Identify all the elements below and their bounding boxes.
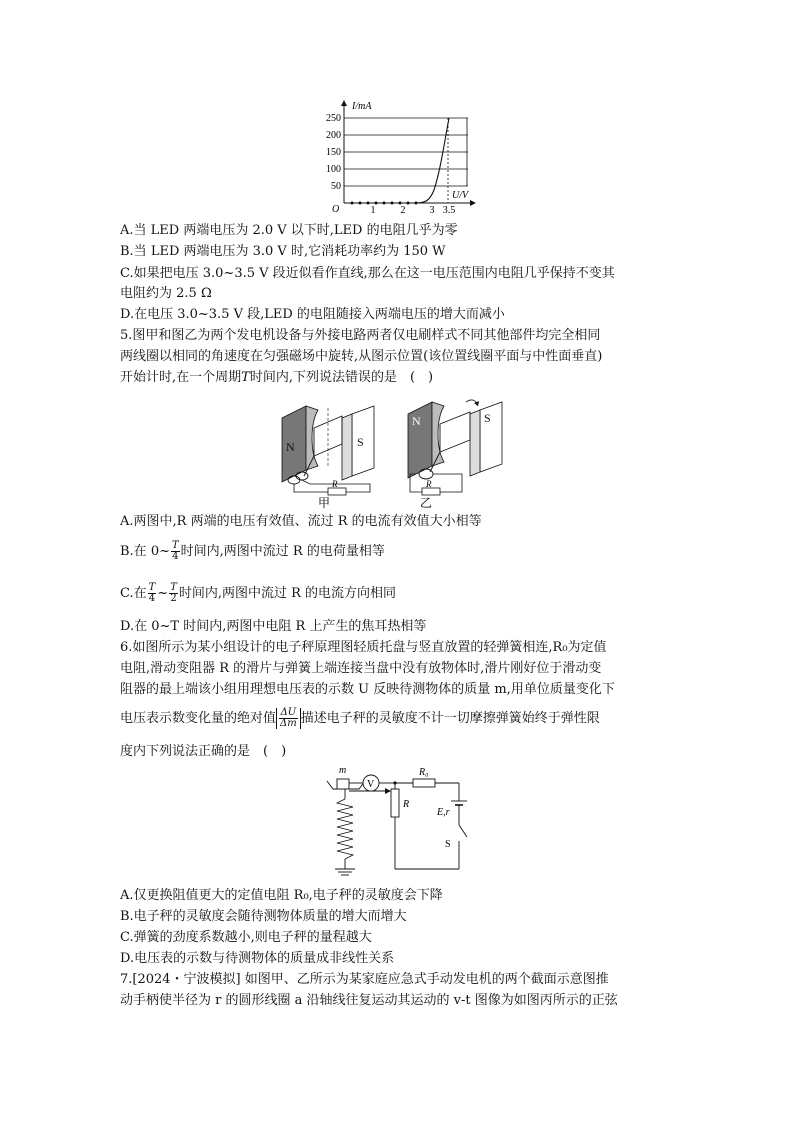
q4-option-c: C.如果把电压 3.0~3.5 V 段近似看作直线,那么在这一电压范围内电阻几乎保持不变其 (120, 266, 615, 281)
q4-option-a: A.当 LED 两端电压为 2.0 V 以下时,LED 的电阻几乎为零 (120, 223, 458, 238)
scale-circuit (325, 763, 475, 883)
fig-m-label: m (339, 765, 347, 776)
iu-graph (326, 100, 480, 216)
q6-stem-5: 度内下列说法正确的是 ( ) (120, 744, 287, 759)
generator-figures (270, 388, 530, 508)
magnet-n-label: N (412, 414, 421, 428)
q4-option-c-cont: 电阻约为 2.5 Ω (120, 286, 212, 301)
magnet-n-label: N (286, 440, 295, 454)
x-tick: 1 (370, 205, 376, 216)
q5-stem-1: 5.图甲和图乙为两个发电机设备与外接电路两者仅电刷样式不同其他部件均完全相同 (120, 328, 601, 343)
q6-stem-3: 阻器的最上端该小组用理想电压表的示数 U 反映待测物体的质量 m,用单位质量变化下 (120, 682, 615, 697)
y-tick: 100 (326, 164, 341, 175)
y-tick: 50 (331, 181, 341, 192)
q4-option-d: D.在电压 3.0~3.5 V 段,LED 的电阻随接入两端电压的增大而减小 (120, 307, 505, 322)
fig-label-jia: 甲 (318, 496, 331, 510)
fig-v-label: V (367, 779, 375, 790)
q6-stem-2: 电阻,滑动变阻器 R 的滑片与弹簧上端连接当盘中没有放物体时,滑片刚好位于滑动变 (120, 661, 602, 676)
x-tick: 3.5 (442, 205, 456, 216)
q6-stem-1: 6.如图所示为某小组设计的电子秤原理图轻质托盘与竖直放置的轻弹簧相连,R₀为定值 (120, 640, 607, 655)
q5-option-a: A.两图中,R 两端的电压有效值、流过 R 的电流有效值大小相等 (120, 514, 482, 529)
q6-option-c: C.弹簧的劲度系数越小,则电子秤的量程越大 (120, 930, 372, 945)
q5-option-c: C.在 $\frac{T}{4}$ ~ $\frac{T}{2}$ 时间内,两图中流过 R 的电流方向相同 (120, 582, 397, 604)
fig-r-label: R (403, 799, 410, 810)
q5-stem-3: 开始计时,在一个周期T时间内,下列说法错误的是 ( ) (120, 370, 434, 385)
q6-option-a: A.仅更换阻值更大的定值电阻 R₀,电子秤的灵敏度会下降 (120, 888, 443, 903)
magnet-s-label: S (484, 411, 491, 425)
y-axis-label: I/mA (352, 101, 372, 112)
q7-stem-1: 7.[2024・宁波模拟] 如图甲、乙所示为某家庭应急式手动发电机的两个截面示意图推 (120, 972, 609, 987)
q5-option-b: B.在 0~ $\frac{T}{4}$ 时间内,两图中流过 R 的电荷量相等 (120, 540, 385, 562)
fig-s-label: S (445, 839, 451, 850)
fig-label-yi: 乙 (420, 496, 433, 510)
q6-option-d: D.电压表的示数与待测物体的质量成非线性关系 (120, 951, 395, 966)
resistor-label: R (426, 479, 432, 489)
origin-label: O (332, 204, 340, 215)
fig-r0-label: R₀ (419, 767, 429, 778)
q5-stem-2: 两线圈以相同的角速度在匀强磁场中旋转,从图示位置(该位置线圈平面与中性面垂直) (120, 349, 603, 364)
q7-stem-2: 动手柄使半径为 r 的圆形线圈 a 沿轴线往复运动其运动的 v-t 图像为如图丙所示的正弦 (120, 993, 618, 1008)
magnet-s-label: S (357, 435, 364, 449)
q4-option-b: B.当 LED 两端电压为 3.0 V 时,它消耗功率约为 150 W (120, 244, 446, 259)
x-tick: 2 (400, 205, 406, 216)
q5-option-d: D.在 0~T 时间内,两图中电阻 R 上产生的焦耳热相等 (120, 619, 427, 634)
y-tick: 250 (326, 113, 341, 124)
q6-stem-4: 电压表示数变化量的绝对值 $\frac{\Delta U}{\Delta m}$ 描述电子秤的灵敏度不计一切摩擦弹簧始终于弹性限 (120, 707, 600, 729)
y-tick: 200 (326, 130, 341, 141)
resistor-label: R (332, 479, 338, 489)
x-axis-label: U/V (452, 190, 469, 201)
q6-option-b: B.电子秤的灵敏度会随待测物体质量的增大而增大 (120, 909, 407, 924)
fig-er-label: E,r (437, 807, 450, 818)
generator-left (282, 406, 374, 510)
y-tick: 150 (326, 147, 341, 158)
generator-right (408, 400, 502, 510)
x-tick: 3 (429, 205, 435, 216)
